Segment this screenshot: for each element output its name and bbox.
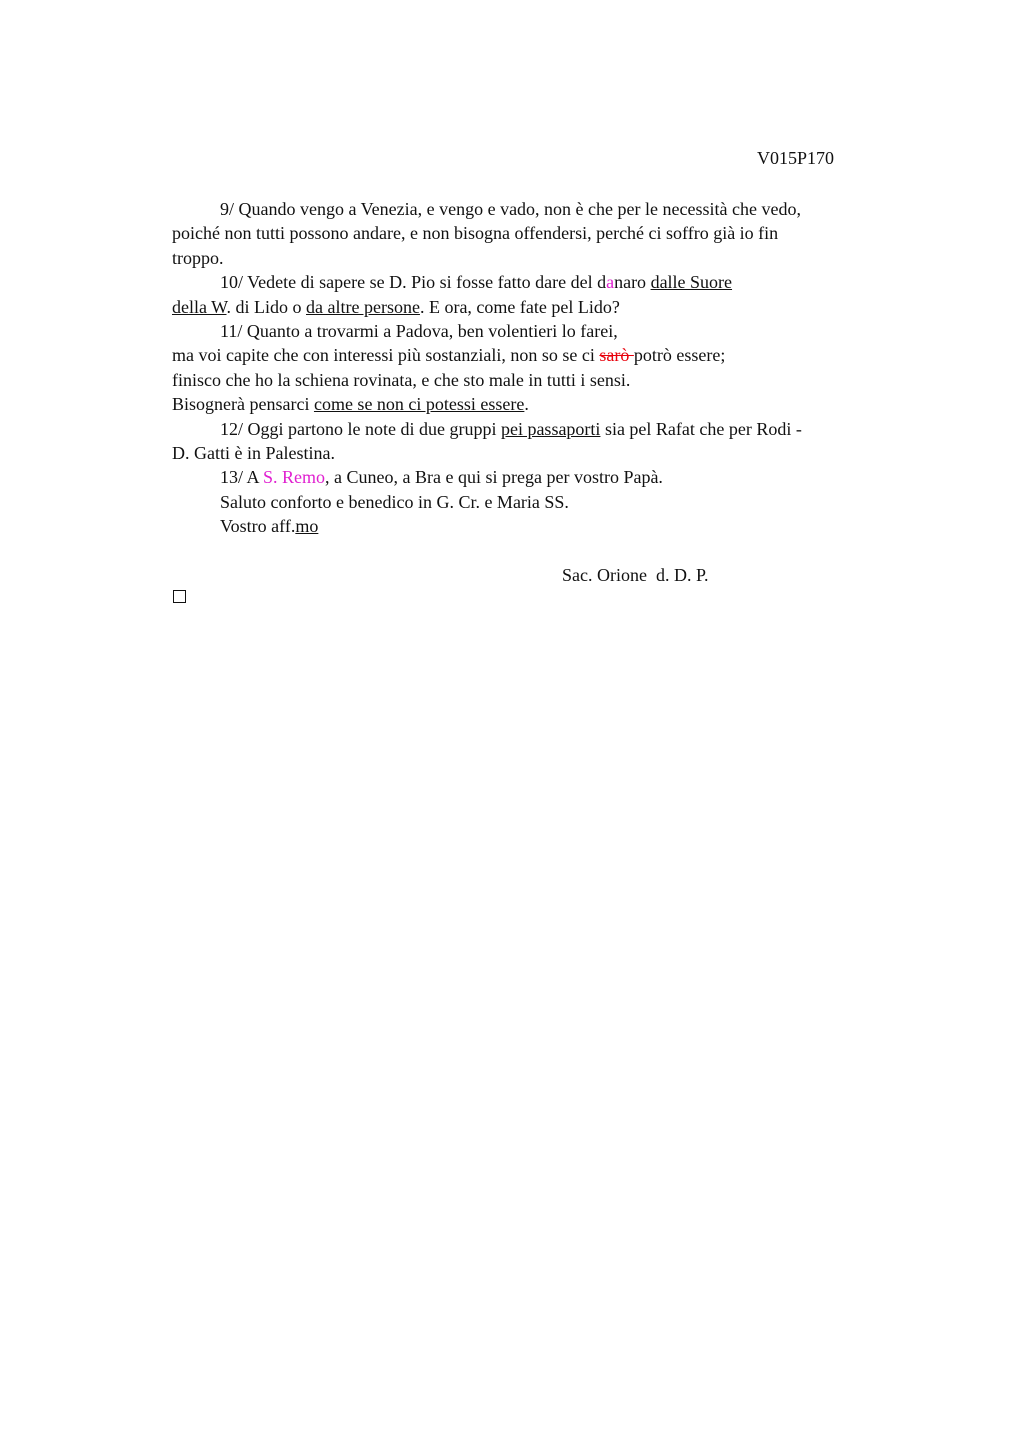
paragraph-10 (172, 270, 902, 319)
paragraph-13 (172, 465, 902, 489)
closing-affectionate (172, 514, 902, 538)
p11-text-c: potrò essere; (633, 345, 726, 366)
paragraph-12-line-2: D. Gatti è in Palestina. (172, 443, 335, 464)
page-id: V015P170 (757, 148, 835, 168)
paragraph-11 (172, 319, 902, 417)
p10-underline-w: della W (172, 296, 227, 317)
closing-aff-superscript: mo (295, 516, 319, 537)
p13-insertion-sremo: S. Remo (263, 467, 326, 488)
closing-aff-text: Vostro aff. (220, 516, 296, 537)
paragraph-11-line-3: finisco che ho la schiena rovinata, e che sto male in tutti i sensi. (172, 369, 631, 390)
paragraph-11-line-2 (172, 343, 902, 367)
paragraph-11-line-1: 11/ Quanto a trovarmi a Padova, ben volentieri lo farei, (220, 321, 618, 342)
p11-text-a: ma voi capite che con interessi più sostanziali, non so se ci (172, 345, 600, 366)
p11-text-4a: Bisognerà pensarci (172, 394, 314, 415)
paragraph-10-line-1 (172, 270, 902, 294)
paragraph-10-line-2 (172, 295, 902, 319)
p13-text-a: 13/ A (220, 467, 264, 488)
p12-text-c: sia pel Rafat che per Rodi - (600, 418, 802, 439)
p11-text-4c: . (524, 394, 529, 415)
paragraph-9-line-3: troppo. (172, 247, 224, 268)
empty-box-icon (173, 590, 186, 603)
p10-text-f: . di Lido o (226, 296, 306, 317)
p10-insertion: a (606, 272, 615, 293)
paragraph-13-line-1 (172, 465, 902, 489)
p10-text-c: naro (614, 272, 651, 293)
signature: Sac. Orione d. D. P. (562, 565, 709, 585)
paragraph-9-line-2: poiché non tutti possono andare, e non bisogna offendersi, perché ci soffro già io fin (172, 223, 779, 244)
p11-deletion: sarò (599, 345, 634, 366)
p10-underline-persone: da altre persone (306, 296, 420, 317)
paragraph-12-line-1 (172, 417, 902, 441)
p11-underline-potessi: come se non ci potessi essere (313, 394, 525, 415)
paragraph-9-line-1: 9/ Quando vengo a Venezia, e vengo e vado, non è che per le necessità che vedo, (220, 199, 801, 219)
paragraph-11-line-4 (172, 392, 902, 416)
paragraph-12 (172, 417, 902, 466)
p10-text-h: . E ora, come fate pel Lido? (419, 296, 620, 317)
p10-underline-suore: dalle Suore (650, 272, 733, 293)
closing-greeting: Saluto conforto e benedico in G. Cr. e Maria SS. (220, 491, 569, 512)
p12-text-a: 12/ Oggi partono le note di due gruppi (220, 418, 501, 439)
p13-text-c: , a Cuneo, a Bra e qui si prega per vostro Papà. (325, 467, 663, 488)
letter-body (172, 197, 902, 539)
p10-text-a: 10/ Vedete di sapere se D. Pio si fosse fatto dare del d (220, 272, 607, 293)
p12-underline-passaporti: pei passaporti (500, 418, 601, 439)
paragraph-9 (172, 197, 902, 270)
